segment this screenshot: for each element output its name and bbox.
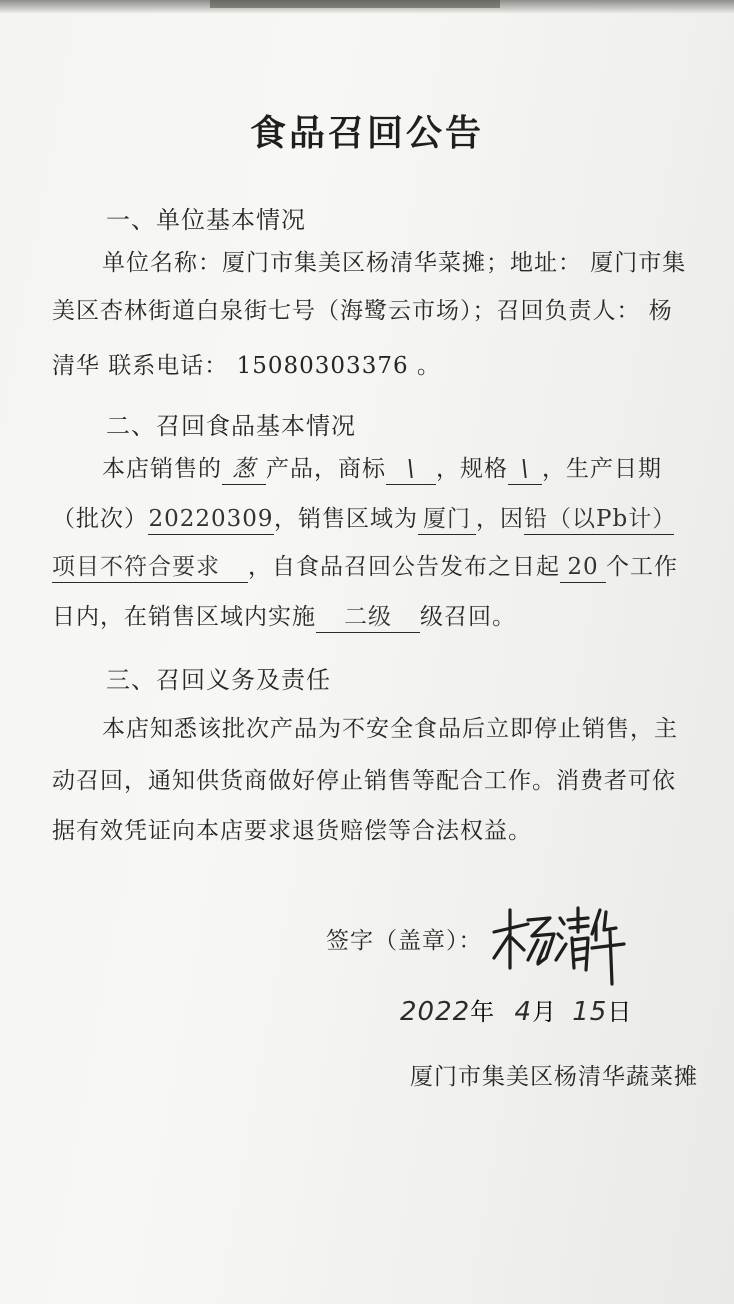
noncompliance-fill: 项目不符合要求 <box>52 552 248 583</box>
contact-label: 清华 联系电话： <box>52 353 237 379</box>
text-segment: ，生产日期 <box>542 456 662 482</box>
section1-heading: 一、单位基本情况 <box>106 206 306 234</box>
day-unit: 日 <box>607 998 633 1026</box>
text-segment: ，规格 <box>436 456 508 482</box>
section2-line3 <box>52 550 678 584</box>
section3-heading: 三、召回义务及责任 <box>106 666 331 694</box>
section1-line2: 美区杏林街道白泉街七号（海鹭云市场）；召回负责人： 杨 <box>52 298 673 324</box>
text-segment: ，因 <box>476 506 524 532</box>
phone-number: 15080303376 <box>236 353 409 379</box>
signature-name-text: 杨清华 <box>488 986 491 987</box>
handwritten-signature <box>488 898 628 988</box>
section2-line4 <box>52 600 516 634</box>
month-unit: 月 <box>531 998 557 1026</box>
year-unit: 年 <box>470 998 496 1026</box>
top-edge-strip <box>210 0 500 8</box>
stall-name: 厦门市集美区杨清华蔬菜摊 <box>410 1064 698 1090</box>
text-segment: （批次） <box>52 506 148 532</box>
date-year: 2022 <box>400 997 471 1027</box>
text-segment: ，销售区域为 <box>274 506 418 532</box>
brand-fill: \ <box>386 454 436 485</box>
section2-line2 <box>52 502 677 536</box>
days-fill: 20 <box>560 552 606 583</box>
region-fill: 厦门 <box>418 504 476 535</box>
text-segment: 个工作 <box>606 554 678 580</box>
text-segment: 本店销售的 <box>102 456 222 482</box>
section1-line1: 单位名称：厦门市集美区杨清华菜摊；地址： 厦门市集 <box>102 250 687 276</box>
text-segment: ，自食品召回公告发布之日起 <box>248 554 560 580</box>
item-fill: 铅（以Pb计） <box>524 504 674 535</box>
text-segment: 级召回。 <box>420 604 516 630</box>
batch-fill: 20220309 <box>148 504 274 535</box>
signature-label: 签字（盖章）： <box>326 928 483 954</box>
section2-heading: 二、召回食品基本情况 <box>106 412 356 440</box>
signing-date <box>400 992 632 1027</box>
recall-level-fill: 二级 <box>316 602 420 633</box>
section1-line3 <box>52 349 441 383</box>
section3-line1: 本店知悉该批次产品为不安全食品后立即停止销售，主 <box>102 716 678 742</box>
date-day: 15 <box>572 997 608 1027</box>
text-segment: 日内，在销售区域内实施 <box>52 604 316 630</box>
notice-title: 食品召回公告 <box>249 112 484 154</box>
text-segment: 产品，商标 <box>266 456 386 482</box>
section3-line2: 动召回，通知供货商做好停止销售等配合工作。消费者可依 <box>52 768 676 794</box>
product-fill: 葱 <box>222 454 266 485</box>
spec-fill: \ <box>508 454 542 485</box>
period: 。 <box>408 353 441 379</box>
section3-line3: 据有效凭证向本店要求退货赔偿等合法权益。 <box>52 818 532 844</box>
section2-line1 <box>102 452 662 486</box>
date-month: 4 <box>514 997 532 1027</box>
